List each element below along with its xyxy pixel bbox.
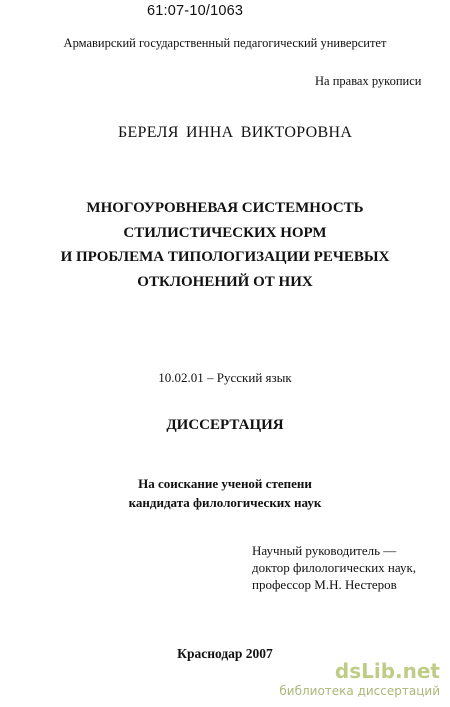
supervisor-line: Научный руководитель —	[252, 543, 397, 558]
degree-line: На соискание ученой степени	[138, 476, 312, 491]
dslib-logo: dsLib.net	[334, 659, 440, 683]
title-line: СТИЛИСТИЧЕСКИХ НОРМ	[123, 224, 327, 241]
rights-notice: На правах рукописи	[315, 74, 422, 88]
university-name: Армавирский государственный педагогический университет	[63, 36, 387, 50]
catalog-code: 61:07-10/1063	[147, 3, 244, 19]
specialty-code: 10.02.01 – Русский язык	[158, 370, 292, 385]
supervisor-line: профессор М.Н. Нестеров	[252, 577, 397, 592]
title-line: ОТКЛОНЕНИЙ ОТ НИХ	[137, 273, 313, 290]
degree-line: кандидата филологических наук	[128, 495, 322, 510]
supervisor-block	[252, 542, 416, 593]
title-line: И ПРОБЛЕМА ТИПОЛОГИЗАЦИИ РЕЧЕВЫХ	[60, 249, 390, 265]
city-year: Краснодар 2007	[177, 646, 273, 661]
supervisor-line: доктор филологических наук,	[252, 560, 417, 575]
degree-statement	[0, 474, 450, 512]
dissertation-title	[0, 196, 450, 294]
dslib-watermark	[279, 660, 440, 699]
dslib-subtitle: библиотека диссертаций	[279, 684, 440, 698]
author-name: БЕРЕЛЯ ИННА ВИКТОРОВНА	[118, 124, 353, 141]
document-type: ДИССЕРТАЦИЯ	[166, 417, 284, 433]
title-line: МНОГОУРОВНЕВАЯ СИСТЕМНОСТЬ	[86, 200, 364, 216]
